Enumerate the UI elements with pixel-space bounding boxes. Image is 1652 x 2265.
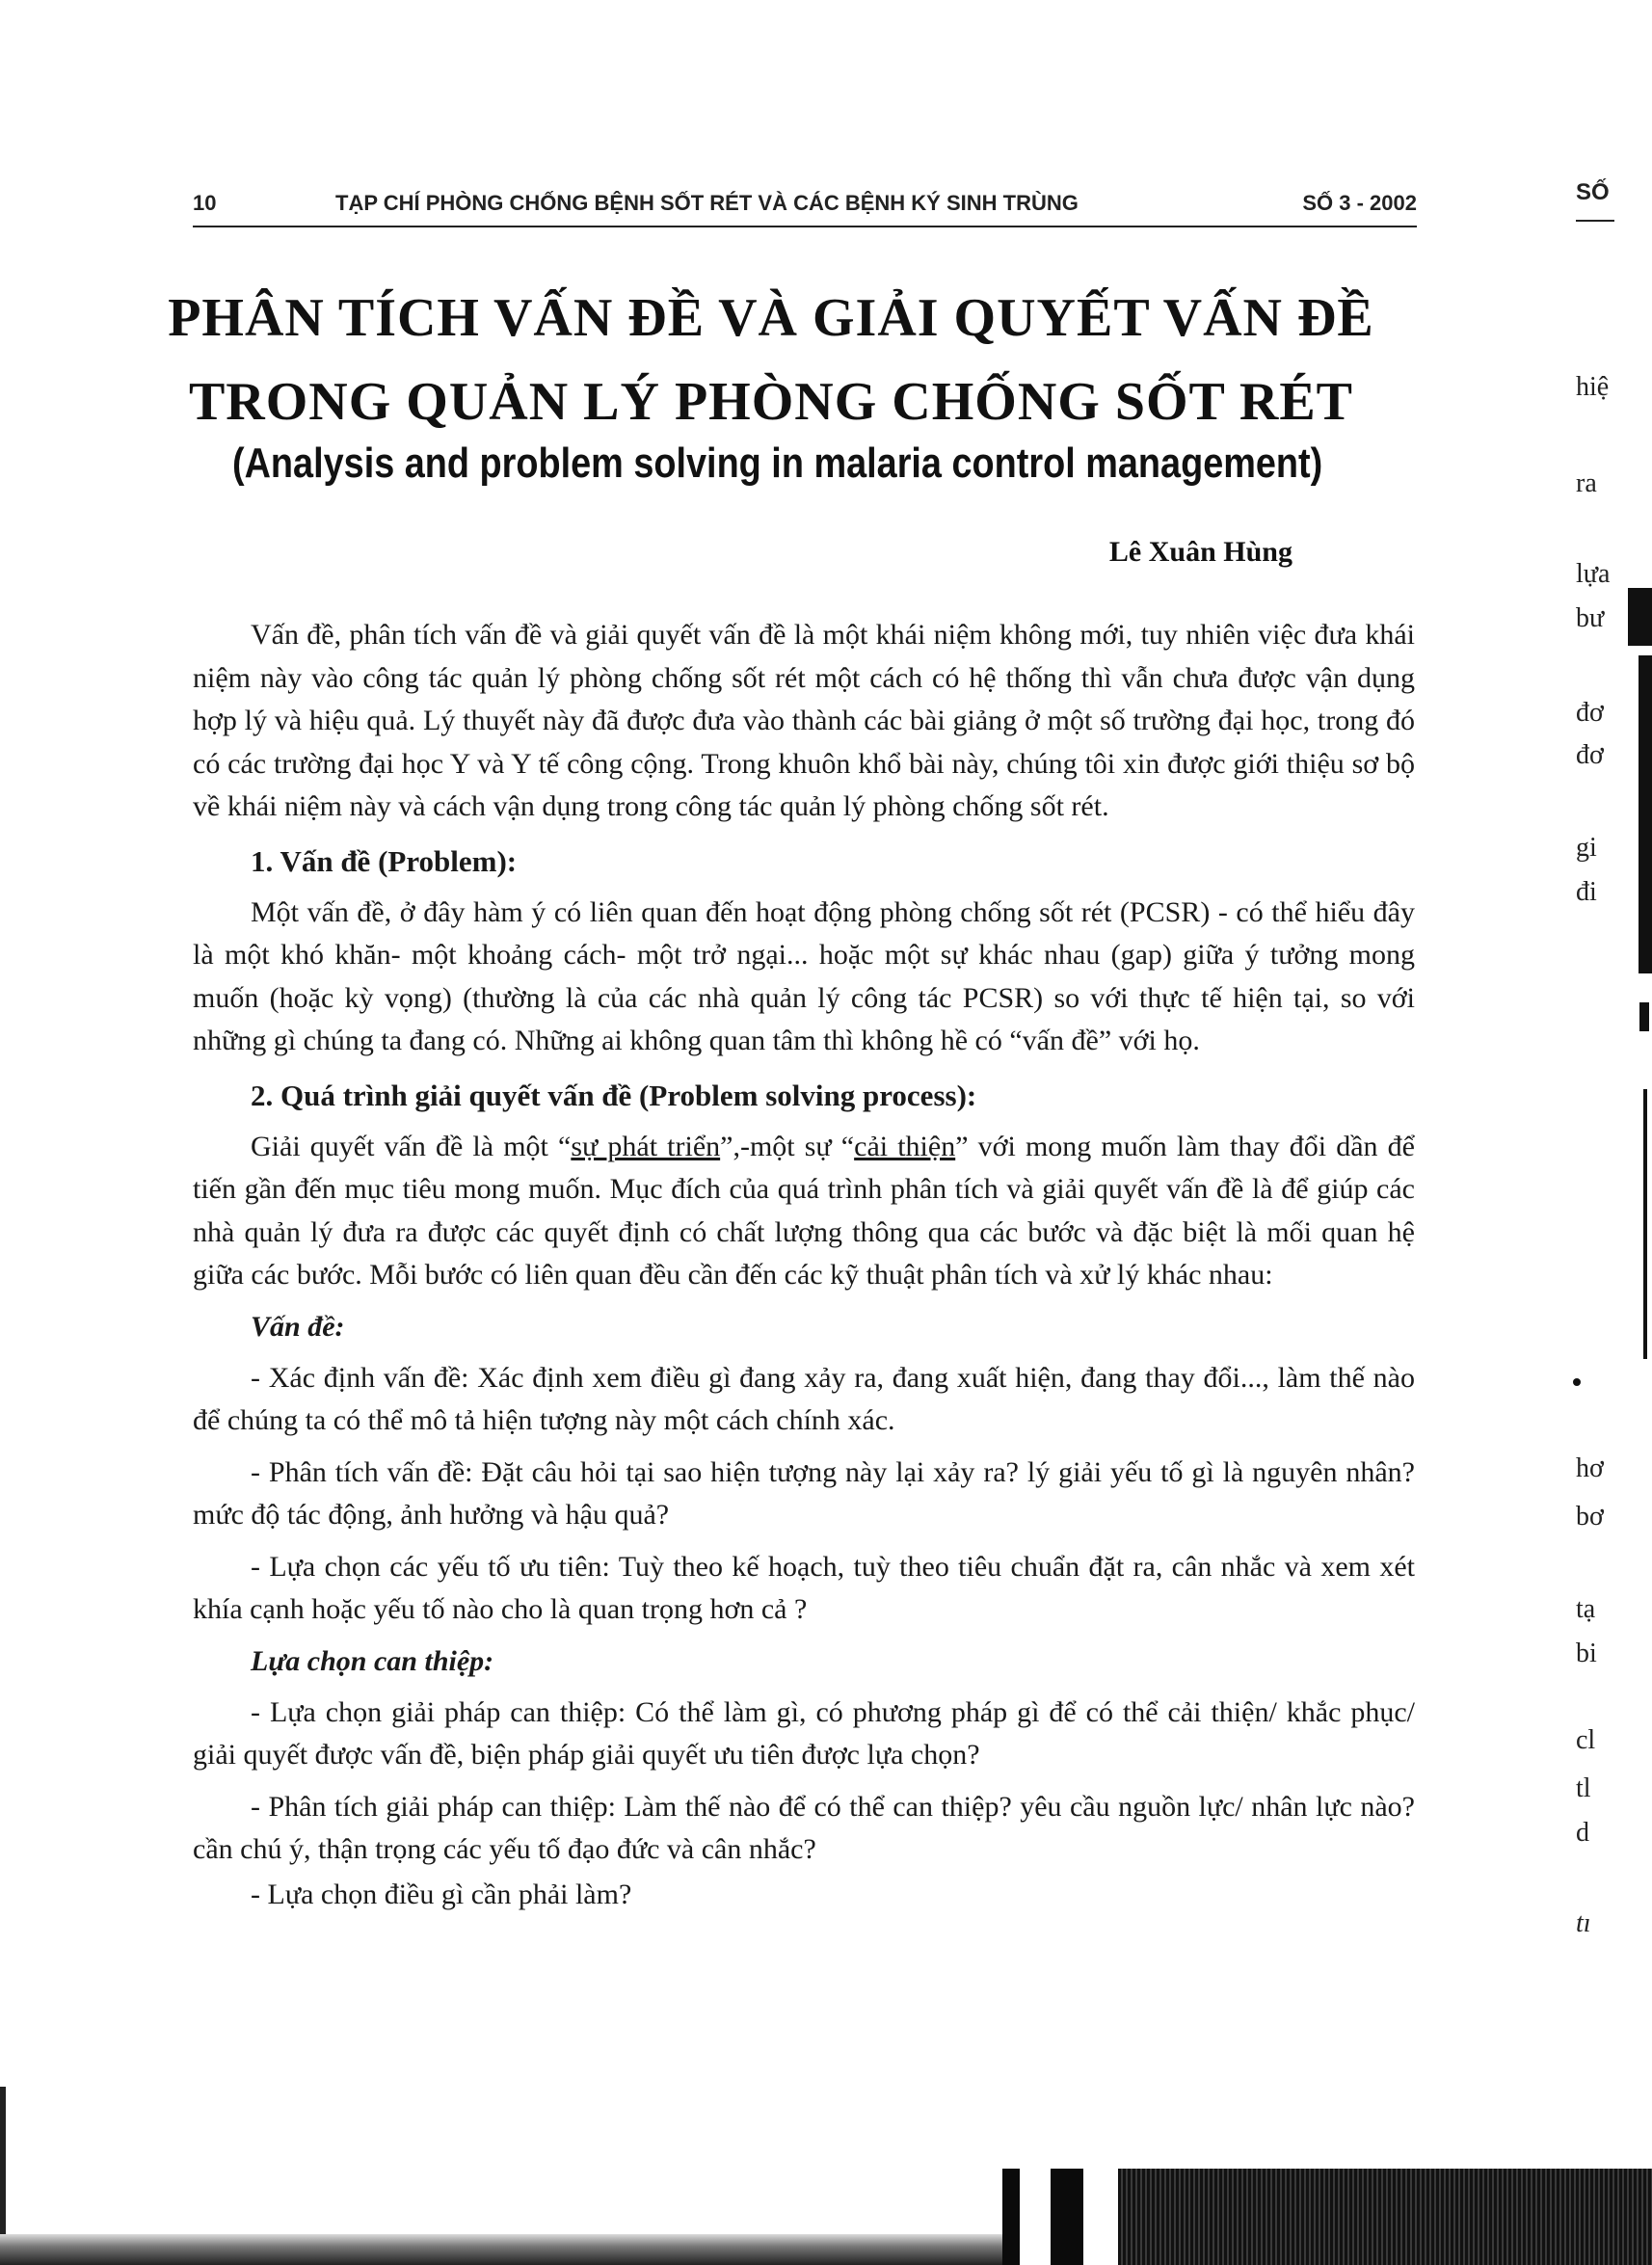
running-header [193,183,1417,227]
article-body [193,614,1415,1916]
issue-number: SỐ 3 - 2002 [1302,191,1417,215]
article-subtitle: (Analysis and problem solving in malaria control management) [232,440,1323,487]
neighbor-fragment: tạ [1576,1594,1596,1624]
scan-bottom-artifact [1002,2169,1020,2265]
text-run: Giải quyết vấn đề là một “ [251,1130,572,1162]
problem-item: - Xác định vấn đề: Xác định xem điều gì đang xảy ra, đang xuất hiện, đang thay đổi..., làm thế nào để chúng ta có thể mô tả hiện tượng này một cách chính xác. [193,1361,1415,1436]
neighbor-fragment: đi [1576,877,1597,907]
neighbor-header-rule [1576,220,1614,222]
problem-item: - Lựa chọn các yếu tố ưu tiên: Tuỳ theo kế hoạch, tuỳ theo tiêu chuẩn đặt ra, cân nhắc và xem xét khía cạnh hoặc yếu tố nào cho là quan trọng hơn cả ? [193,1550,1415,1625]
scan-bottom-artifact [1118,2169,1652,2265]
text-run: ” với mong muốn làm thay đổi dần để tiến gần đến mục tiêu mong muốn. Mục đích của quá trình phân tích và giải quyết vấn đề là để giúp các nhà quản lý đưa ra được các quyết định có chất lượng thông qua các bước và đặc biệt là mối quan hệ giữa các bước. Mỗi bước có liên quan đều cần đến các kỹ thuật phân tích và xử lý khác nhau: [193,1130,1415,1291]
underlined-term: sự phát triển [571,1130,721,1162]
intro-paragraph: Vấn đề, phân tích vấn đề và giải quyết vấn đề là một khái niệm không mới, tuy nhiên việc đưa khái niệm này vào công tác quản lý phòng chống sốt rét một cách có hệ thống thì vẫn chưa được vận dụng hợp lý và hiệu quả. Lý thuyết này đã được đưa vào thành các bài giảng ở một số trường đại học, trong đó có các trường đại học Y và Y tế công cộng. Trong khuôn khổ bài này, chúng tôi xin được giới thiệu sơ bộ về khái niệm này và cách vận dụng trong công tác quản lý phòng chống sốt rét. [193,619,1415,822]
neighbor-fragment: SỐ [1576,179,1610,205]
neighbor-fragment: hơ [1576,1453,1604,1483]
problem-subheading: Vấn đề: [251,1310,345,1343]
neighbor-fragment: ra [1576,468,1597,498]
intervention-item: - Lựa chọn giải pháp can thiệp: Có thể làm gì, có phương pháp gì để có thể cải thiện/ khắc phục/ giải quyết được vấn đề, biện pháp giải quyết ưu tiên được lựa chọn? [193,1695,1415,1771]
neighbor-dark-mark [1628,588,1652,646]
neighbor-fragment: tı [1576,1908,1591,1938]
problem-item: - Phân tích vấn đề: Đặt câu hỏi tại sao hiện tượng này lại xảy ra? lý giải yếu tố gì là nguyên nhân? mức độ tác động, ảnh hưởng và hậu quả? [193,1455,1415,1531]
neighbor-fragment: đơ [1576,740,1604,770]
neighbor-dark-mark [1639,1002,1649,1031]
intervention-item: - Lựa chọn điều gì cần phải làm? [251,1878,632,1910]
scan-bottom-artifact [1051,2169,1083,2265]
neighbor-fragment: bơ [1576,1502,1604,1532]
neighbor-fragment: d [1576,1818,1589,1848]
neighbor-border-mark [1643,1089,1647,1359]
neighbor-fragment: lựa [1576,559,1611,589]
intervention-subheading: Lựa chọn can thiệp: [251,1644,494,1677]
section-2-paragraph [193,1126,1415,1297]
author: Lê Xuân Hùng [1108,536,1292,568]
bullet-mark [1573,1378,1581,1386]
section-1-paragraph: Một vấn đề, ở đây hàm ý có liên quan đến hoạt động phòng chống sốt rét (PCSR) - có thể hiểu đây là một khó khăn- một khoảng cách- một trở ngại... hoặc một sự khác nhau (gap) giữa ý tưởng mong muốn (hoặc kỳ vọng) (thường là của các nhà quản lý công tác PCSR) so với thực tế hiện tại, so với những gì chúng ta đang có. Những ai không quan tâm thì không hề có “vấn đề” với họ. [193,895,1415,1056]
neighbor-fragment: đơ [1576,698,1604,728]
article-title-line-1: PHÂN TÍCH VẤN ĐỀ VÀ GIẢI QUYẾT VẤN ĐỀ [168,288,1374,348]
neighbor-fragment: hiệ [1576,372,1610,402]
neighbor-fragment: bư [1576,603,1605,633]
intervention-item: - Phân tích giải pháp can thiệp: Làm thế nào để có thể can thiệp? yêu cầu nguồn lực/ nhân lực nào? cần chú ý, thận trọng các yếu tố đạo đức và cân nhắc? [193,1790,1415,1865]
neighbor-fragment: cl [1576,1725,1596,1755]
article-title-line-2: TRONG QUẢN LÝ PHÒNG CHỐNG SỐT RÉT [188,372,1354,432]
neighbor-fragment: gi [1576,833,1597,863]
neighbor-fragment: bi [1576,1639,1597,1668]
section-2-heading: 2. Quá trình giải quyết vấn đề (Problem solving process): [251,1078,977,1112]
journal-title: TẠP CHÍ PHÒNG CHỐNG BỆNH SỐT RÉT VÀ CÁC BỆNH KÝ SINH TRÙNG [335,191,1079,215]
section-1-heading: 1. Vấn đề (Problem): [251,843,518,878]
text-run: ”,-một sự “ [720,1130,855,1162]
scan-bottom-artifact [0,2234,1012,2265]
neighbor-fragment: tl [1576,1773,1591,1803]
page-number: 10 [193,191,217,215]
underlined-term: cải thiện [854,1130,956,1162]
neighbor-dark-mark [1639,655,1652,973]
neighbor-page-edge [1576,0,1652,2265]
